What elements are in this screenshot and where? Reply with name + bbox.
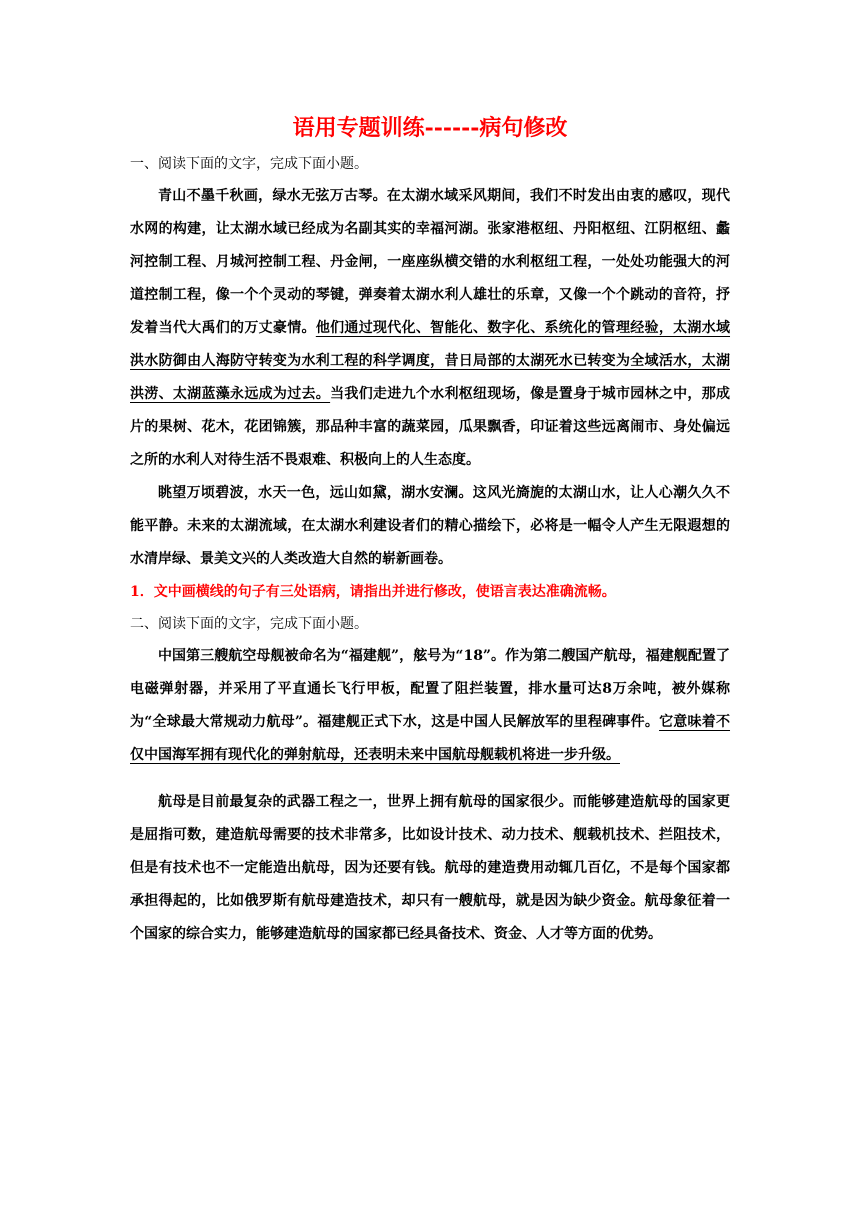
section-1-paragraph-1-tail: 当我们走进九个水利枢纽现场，像是置身于城市园林之中，那成片的果树、花木，花团锦簇，那品种丰富的蔬菜园，瓜果飘香，印证着这些远离闹市、身处偏远之所的水利人对待生活不畏艰难、积极向上的人生态度。 [130, 386, 731, 468]
section-1-paragraph-1-text: 青山不墨千秋画，绿水无弦万古琴。在太湖水域采风期间，我们不时发出由衷的感叹，现代水网的构建，让太湖水域已经成为名副其实的幸福河湖。张家港枢纽、丹阳枢纽、江阴枢纽、蠡河控制工程、月城河控制工程、丹金闸，一座座纵横交错的水利枢纽工程，一处处功能强大的河道控制工程，像一个个灵动的琴键，弹奏着太湖水利人雄壮的乐章，又像一个个跳动的音符，抒发着当代大禹们的万丈豪情。 [130, 188, 730, 336]
section-1-paragraph-1 [130, 180, 730, 477]
document-title: 语用专题训练------病句修改 [292, 115, 568, 141]
question-1: 1．文中画横线的句子有三处语病，请指出并进行修改，使语言表达准确流畅。 [130, 584, 616, 600]
section-2-paragraph-1-text: 中国第三艘航空母舰被命名为“福建舰”，舷号为“18”。作为第二艘国产航母，福建舰配置了电磁弹射器，并采用了平直通长飞行甲板，配置了阻拦装置，排水量可达8万余吨，被外媒称为“全球最大常规动力航母”。福建舰正式下水，这是中国人民解放军的里程碑事件。 [130, 648, 730, 730]
paragraph-gap [130, 772, 730, 786]
section-2-paragraph-1 [130, 640, 730, 772]
section-1-underlined-sentence: 他们通过现代化、智能化、数字化、系统化的管理经验，太湖水域洪水防御由人海防守转变为水利工程的科学调度，昔日局部的太湖死水已转变为全域活水，太湖洪涝、太湖蓝藻永远成为过去。 [130, 320, 731, 402]
section-2-paragraph-2: 航母是目前最复杂的武器工程之一，世界上拥有航母的国家很少。而能够建造航母的国家更是屈指可数，建造航母需要的技术非常多，比如设计技术、动力技术、舰载机技术、拦阻技术，但是有技术也不一定能造出航母，因为还要有钱。航母的建造费用动辄几百亿，不是每个国家都承担得起的，比如俄罗斯有航母建造技术，却只有一艘航母，就是因为缺少资金。航母象征着一个国家的综合实力，能够建造航母的国家都已经具备技术、资金、人才等方面的优势。 [130, 794, 730, 942]
section-1-paragraph-2: 眺望万顷碧波，水天一色，远山如黛，湖水安澜。这风光旖旎的太湖山水，让人心潮久久不能平静。未来的太湖流域，在太湖水利建设者们的精心描绘下，必将是一幅令人产生无限遐想的水清岸绿、景美文兴的人类改造大自然的崭新画卷。 [130, 485, 730, 567]
section-1-heading: 一、阅读下面的文字，完成下面小题。 [130, 156, 368, 172]
section-2-heading: 二、阅读下面的文字，完成下面小题。 [130, 616, 368, 632]
document-page [130, 108, 730, 951]
section-2-underlined-sentence: 它意味着不仅中国海军拥有现代化的弹射航母，还表明未来中国航母舰载机将进一步升级。 [130, 714, 731, 763]
